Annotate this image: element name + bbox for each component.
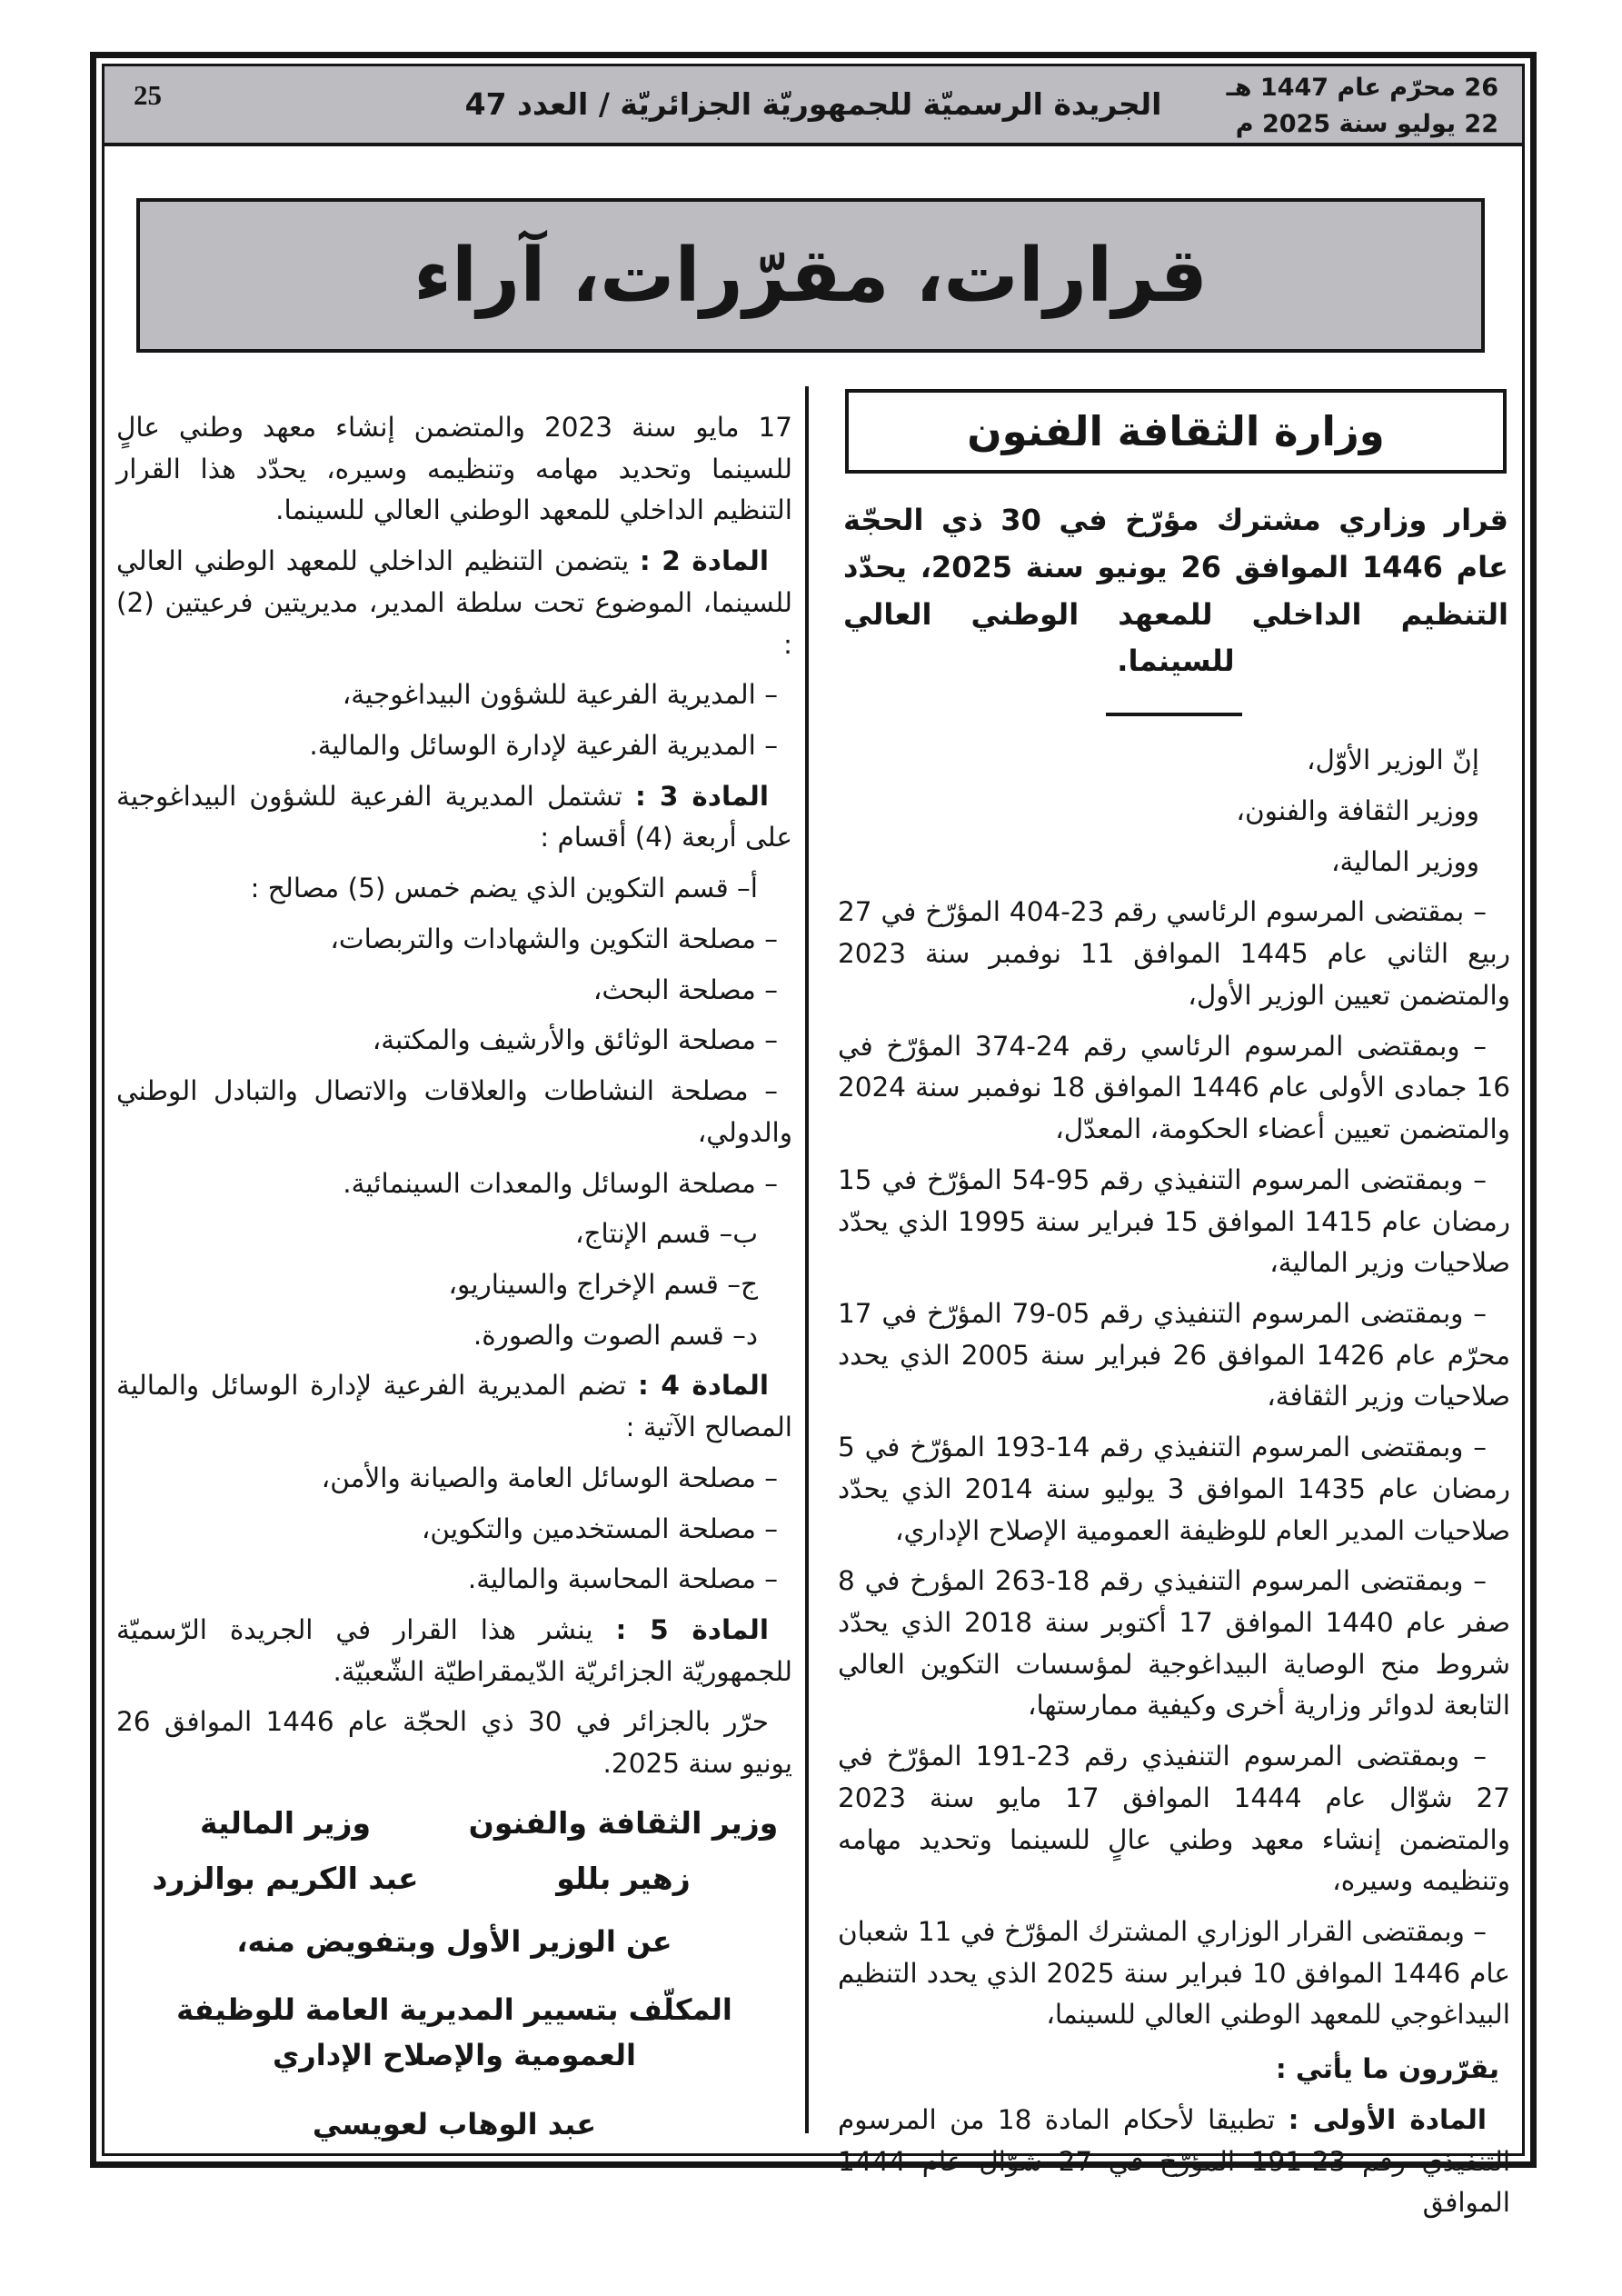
paragraph-text: – مصلحة النشاطات والعلاقات والاتصال والتبادل الوطني والدولي، xyxy=(116,1075,792,1148)
right-column xyxy=(838,389,1510,2233)
paragraph xyxy=(116,1264,792,1306)
paragraph-text: – مصلحة الوسائل والمعدات السينمائية. xyxy=(343,1167,778,1199)
signature-name-finance: عبد الكريم بوالزرد xyxy=(152,1860,419,1896)
paragraph xyxy=(116,1559,792,1601)
paragraph-text: – وبمقتضى المرسوم الرئاسي رقم 24-374 المؤرّخ في 16 جمادى الأولى عام 1446 الموافق 18 نوفمبر سنة 2024 والمتضمن تعيين أعضاء الحكومة، المعدّل، xyxy=(838,1030,1510,1145)
paragraph-text: – مصلحة الوثائق والأرشيف والمكتبة، xyxy=(372,1024,778,1056)
signature-titles-row xyxy=(116,1805,792,1841)
paragraph-text: – مصلحة المحاسبة والمالية. xyxy=(467,1563,778,1595)
paragraph-text: ووزير المالية، xyxy=(1330,845,1479,877)
paragraph-text: ب– قسم الإنتاج، xyxy=(574,1218,758,1250)
paragraph xyxy=(116,1509,792,1551)
paragraph xyxy=(116,1163,792,1205)
paragraph-text: يتضمن التنظيم الداخلي للمعهد الوطني العالي للسينما، الموضوع تحت سلطة المدير، مديريتين فرعيتين (2) : xyxy=(116,545,792,660)
paragraph xyxy=(116,725,792,767)
separator-rule xyxy=(1106,713,1242,716)
delegation-line: عن الوزير الأول وبتفويض منه، xyxy=(236,1923,672,1959)
paragraph xyxy=(116,674,792,716)
paragraph xyxy=(838,1026,1510,1151)
signature-name-culture: زهير بللو xyxy=(556,1860,691,1896)
paragraph xyxy=(838,2049,1510,2091)
paragraph xyxy=(116,1610,792,1692)
delegation-name: عبد الوهاب لعويسي xyxy=(312,2106,597,2141)
section-banner xyxy=(136,198,1485,353)
paragraph xyxy=(838,791,1510,833)
paragraph-text: – مصلحة المستخدمين والتكوين، xyxy=(421,1512,778,1544)
masthead xyxy=(104,66,1522,146)
paragraph xyxy=(116,1365,792,1448)
paragraph-text: – المديرية الفرعية لإدارة الوسائل والمالية. xyxy=(309,730,778,762)
paragraph-text: – وبمقتضى القرار الوزاري المشترك المؤرّخ في 11 شعبان عام 1446 الموافق 10 فبراير سنة 2025 الذي يحدد التنظيم البيداغوجي للمعهد الوطني العالي للسينما، xyxy=(838,1916,1510,2031)
paragraph xyxy=(838,842,1510,883)
section-banner-title: قرارات، مقرّرات، آراء xyxy=(413,232,1208,319)
paragraph xyxy=(838,1736,1510,1902)
signature-names-row xyxy=(116,1861,792,1896)
left-column-paragraphs xyxy=(116,407,792,1785)
paragraph xyxy=(116,1315,792,1357)
paragraph xyxy=(116,407,792,532)
paragraph-text: ينشر هذا القرار في الجريدة الرّسميّة للجمهوريّة الجزائريّة الدّيمقراطيّة الشّعبيّة. xyxy=(116,1613,792,1687)
paragraph-text: تشتمل المديرية الفرعية للشؤون البيداغوجية على أربعة (4) أقسام : xyxy=(116,780,792,854)
paragraph xyxy=(116,1020,792,1062)
signature-title-finance: وزير المالية xyxy=(199,1804,371,1841)
ministry-heading-box xyxy=(845,389,1507,474)
paragraph xyxy=(116,1458,792,1500)
paragraph-text: – مصلحة الوسائل العامة والصيانة والأمن، xyxy=(321,1462,778,1493)
paragraph-text: – وبمقتضى المرسوم التنفيذي رقم 95-54 المؤرّخ في 15 رمضان عام 1415 الموافق 15 فبراير سنة 1995 الذي يحدّد صلاحيات وزير المالية، xyxy=(838,1163,1511,1279)
paragraph xyxy=(116,776,792,859)
paragraph xyxy=(116,1702,792,1784)
paragraph xyxy=(116,541,792,665)
paragraph-text: د– قسم الصوت والصورة. xyxy=(473,1319,758,1351)
paragraph xyxy=(838,892,1510,1016)
date-gregorian: 22 يوليو سنة 2025 م xyxy=(1235,110,1498,138)
paragraph-text: 17 مايو سنة 2023 والمتضمن إنشاء معهد وطني عالٍ للسينما وتحديد مهامه وتنظيمه وسيره، يحدّد هذا القرار التنظيم الداخلي للمعهد الوطني العالي للسينما. xyxy=(116,412,792,526)
paragraph-text: إنّ الوزير الأوّل، xyxy=(1307,744,1479,776)
paragraph xyxy=(838,1912,1510,2036)
article-label: المادة 5 : xyxy=(615,1613,769,1645)
paragraph xyxy=(838,1160,1510,1284)
ministry-heading: وزارة الثقافة الفنون xyxy=(967,407,1385,455)
paragraph xyxy=(116,919,792,961)
paragraph xyxy=(838,1561,1510,1727)
paragraph xyxy=(116,970,792,1012)
paragraph xyxy=(838,740,1510,782)
paragraph-text: تطبيقا لأحكام المادة 18 من المرسوم التنفيذي رقم 23-191 المؤرّخ في 27 شوّال عام 1444 الموافق xyxy=(838,2103,1511,2219)
paragraph xyxy=(838,1427,1510,1552)
signature-block xyxy=(116,1805,792,2147)
signature-title-culture: وزير الثقافة والفنون xyxy=(468,1804,779,1841)
paragraph-text: يقرّرون ما يأتي : xyxy=(1275,2053,1499,2085)
article-label: المادة 4 : xyxy=(637,1370,769,1402)
issue-dates xyxy=(1227,70,1498,143)
article-label: المادة الأولى : xyxy=(1288,2103,1487,2135)
paragraph-text: – وبمقتضى المرسوم التنفيذي رقم 23-191 المؤرّخ في 27 شوّال عام 1444 الموافق 17 مايو سنة 2023 والمتضمن إنشاء معهد وطني عالٍ للسينما وتحديد مهامه وتنظيمه وسيره، xyxy=(838,1741,1510,1897)
article-label: المادة 2 : xyxy=(639,545,769,577)
paragraph-text: تضم المديرية الفرعية لإدارة الوسائل والمالية المصالح الآتية : xyxy=(116,1370,792,1443)
column-divider xyxy=(805,386,809,2133)
paragraph-text: – المديرية الفرعية للشؤون البيداغوجية، xyxy=(342,679,778,711)
paragraph-text: حرّر بالجزائر في 30 ذي الحجّة عام 1446 الموافق 26 يونيو سنة 2025. xyxy=(116,1706,792,1780)
date-hijri: 26 محرّم عام 1447 هـ xyxy=(1226,74,1498,102)
paragraph xyxy=(116,1071,792,1153)
paragraph xyxy=(116,868,792,910)
paragraph xyxy=(116,1213,792,1255)
paragraph-text: – وبمقتضى المرسوم التنفيذي رقم 14-193 المؤرّخ في 5 رمضان عام 1435 الموافق 3 يوليو سنة 2014 الذي يحدّد صلاحيات المدير العام للوظيفة العمومية الإصلاح الإداري، xyxy=(838,1432,1510,1546)
paragraph-text: – بمقتضى المرسوم الرئاسي رقم 23-404 المؤرّخ في 27 ربيع الثاني عام 1445 الموافق 11 نوفمبر سنة 2023 والمتضمن تعيين الوزير الأول، xyxy=(838,896,1510,1011)
paragraph xyxy=(838,2100,1510,2224)
page-number: 25 xyxy=(134,79,162,111)
delegation-office: المكلّف بتسيير المديرية العامة للوظيفة العمومية والإصلاح الإداري xyxy=(176,1992,732,2073)
paragraph-text: – مصلحة التكوين والشهادات والتربصات، xyxy=(330,923,778,954)
left-column xyxy=(116,407,792,2147)
paragraph-text: ووزير الثقافة والفنون، xyxy=(1236,795,1479,827)
paragraph-text: – وبمقتضى المرسوم التنفيذي رقم 18-263 المؤرخ في 8 صفر عام 1440 الموافق 17 أكتوبر سنة 2018 الذي يحدّد شروط منح الوصاية البيداغوجية لمؤسسات التكوين العالي التابعة لدوائر وزارية أخرى وكيفية ممارستها، xyxy=(838,1565,1511,1722)
paragraph-text: – مصلحة البحث، xyxy=(592,973,778,1005)
paragraph-text: – وبمقتضى المرسوم التنفيذي رقم 05-79 المؤرّخ في 17 محرّم عام 1426 الموافق 26 فبراير سنة 2005 الذي يحدد صلاحيات وزير الثقافة، xyxy=(838,1297,1511,1413)
article-label: المادة 3 : xyxy=(634,780,769,812)
gazette-title: الجريدة الرسميّة للجمهوريّة الجزائريّة / العدد 47 xyxy=(464,86,1162,122)
paragraph-text: ج– قسم الإخراج والسيناريو، xyxy=(448,1268,758,1300)
paragraph-text: أ– قسم التكوين الذي يضم خمس (5) مصالح : xyxy=(250,873,758,904)
paragraph xyxy=(838,1293,1510,1418)
decree-title: قرار وزاري مشترك مؤرّخ في 30 ذي الحجّة عام 1446 الموافق 26 يونيو سنة 2025، يحدّد التنظيم الداخلي للمعهد الوطني العالي للسينما. xyxy=(843,503,1509,679)
right-column-paragraphs xyxy=(838,740,1510,2224)
